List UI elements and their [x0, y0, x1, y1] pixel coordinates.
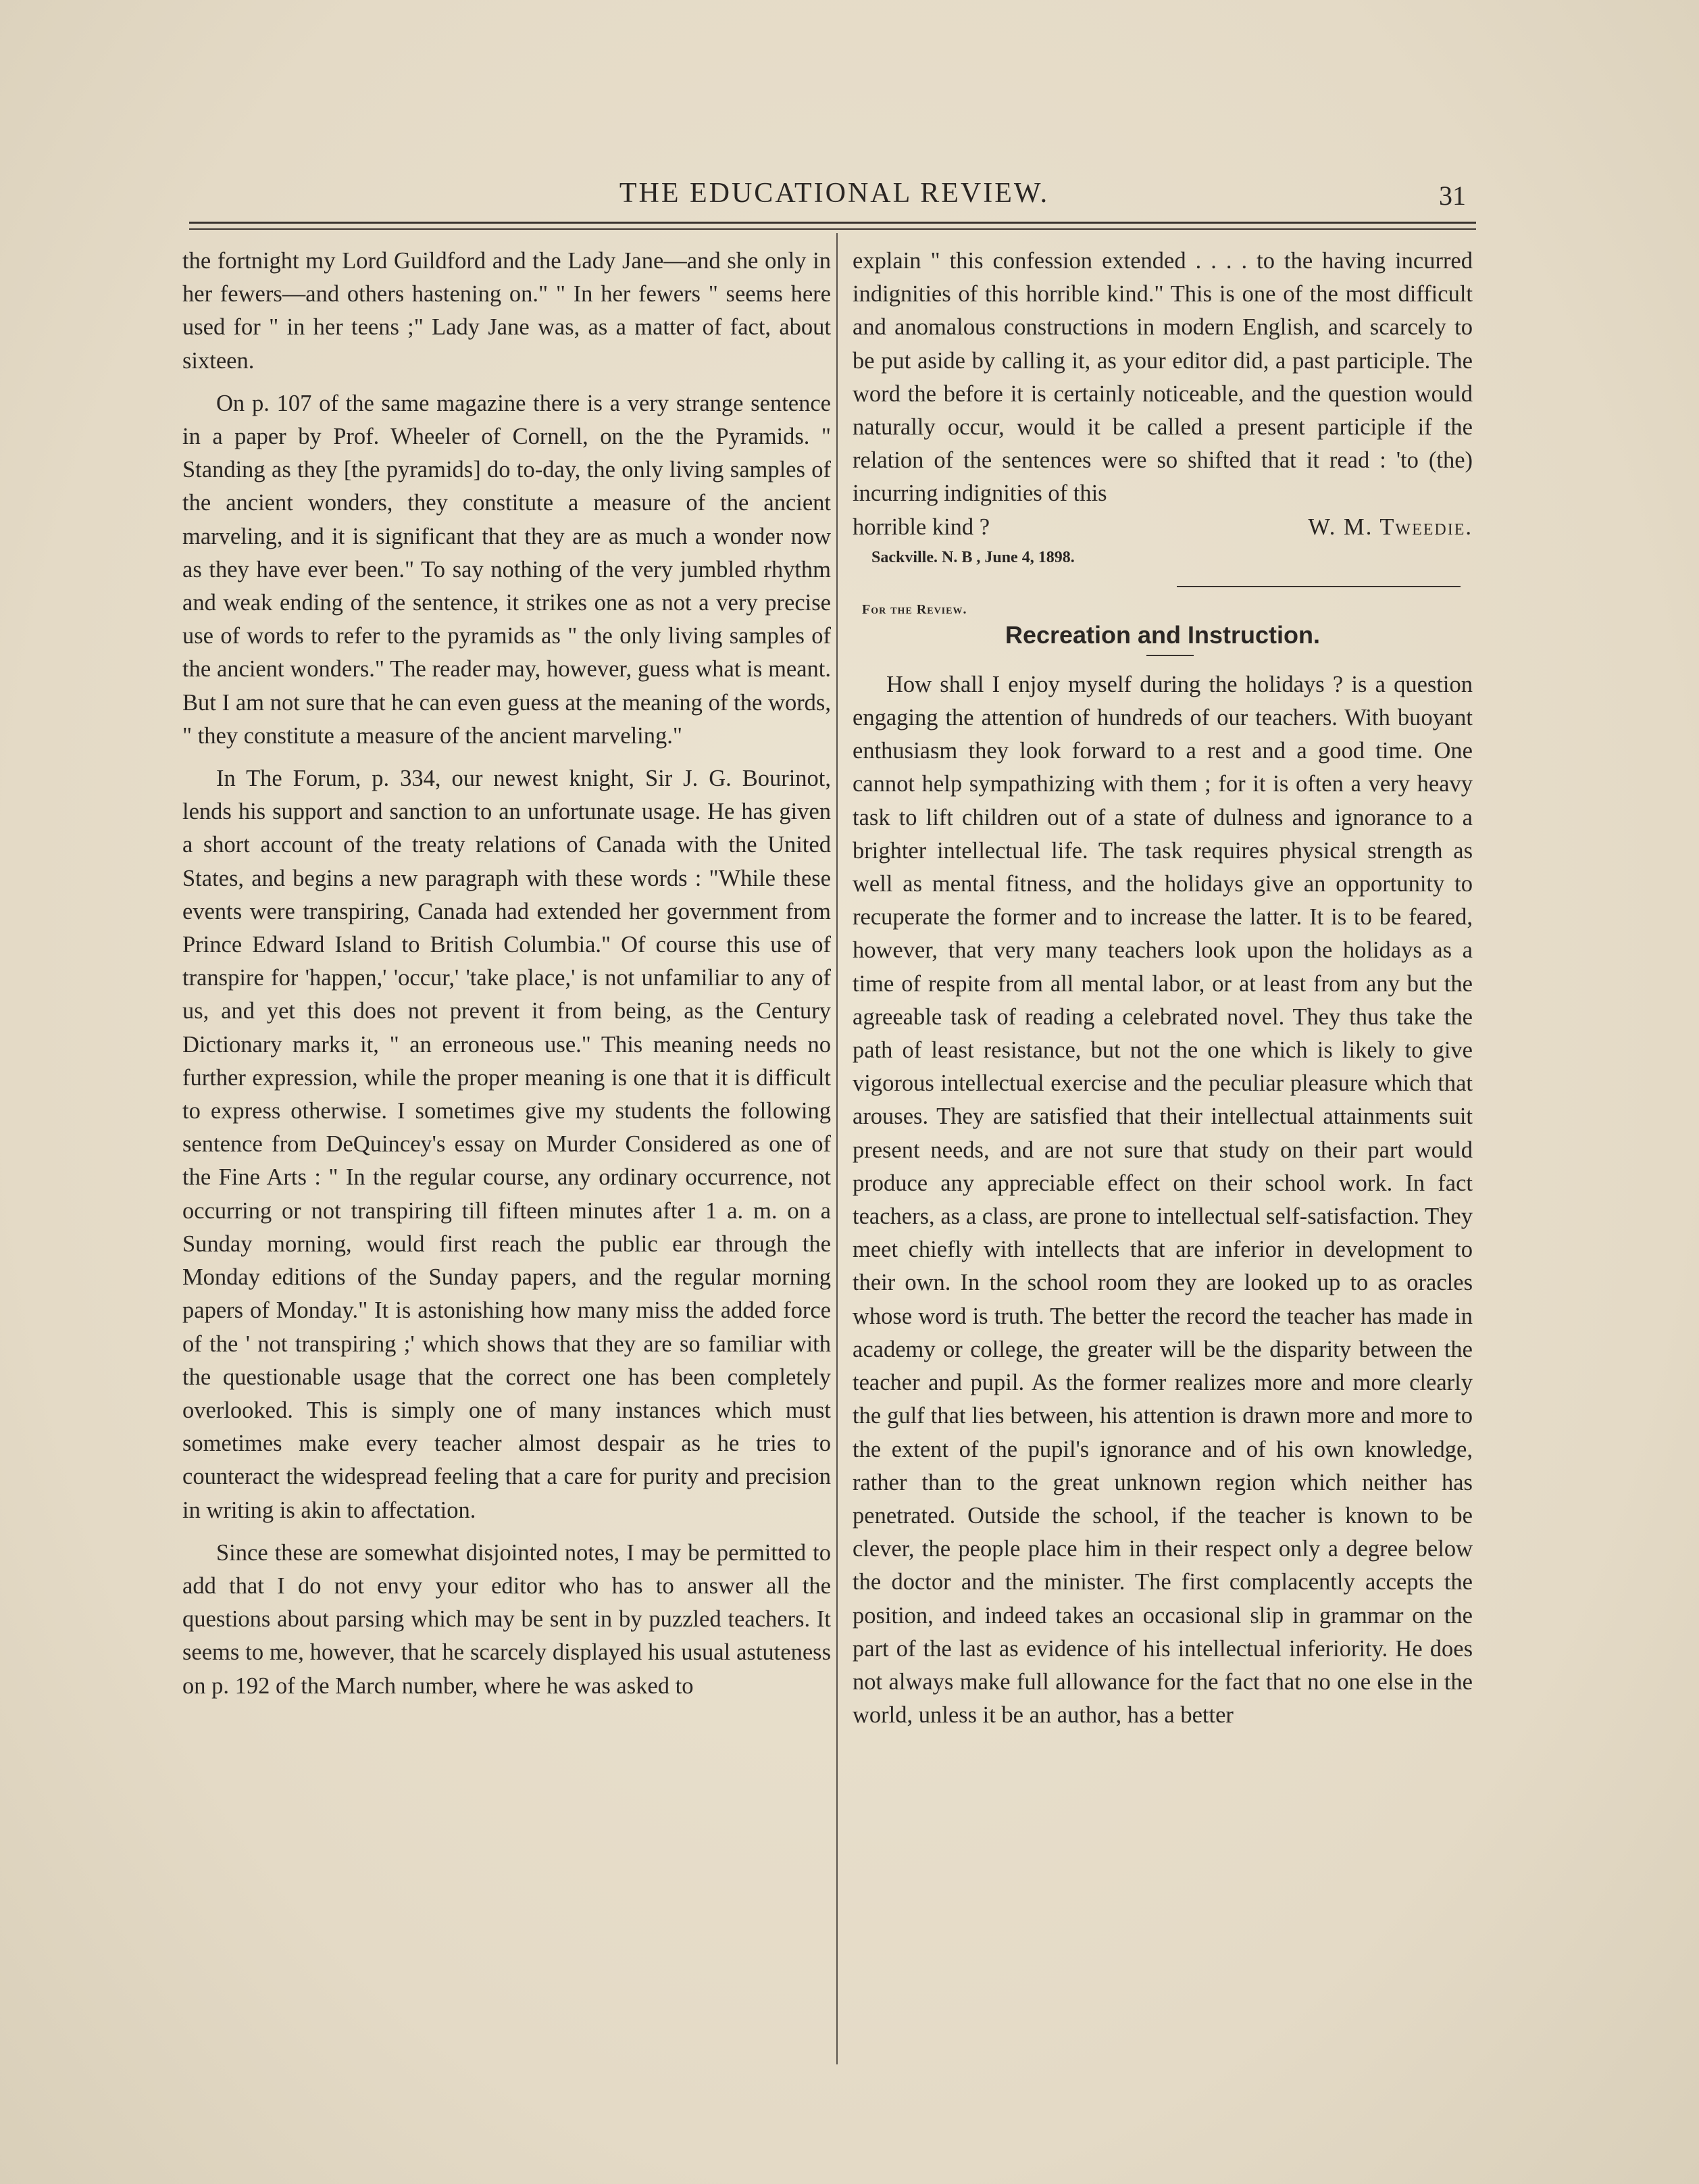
column-divider: [836, 233, 838, 2064]
signature: W. M. Tweedie.: [1308, 514, 1473, 540]
header-rule: [189, 222, 1476, 224]
article-body: How shall I enjoy myself during the holidays ? is a question engaging the attention of hundreds of our teachers. With buoyant enthusiasm they look forward to a rest and a good time. One cannot help sympathizing with them ; for it is often a very heavy task to lift children out of a state of dulness and ignorance to a brighter intellectual life. The task requires physical strength as well as mental fitness, and the holidays give an opportunity to recuperate the former and to increase the latter. It is to be feared, however, that very many teachers look upon the holidays as a time of respite from all mental labor, or at least from any but the agreeable task of reading a celebrated novel. They thus take the path of least resistance, but not the one which is likely to give vigorous intellectual exercise and the peculiar pleasure which that arouses. They are satisfied that their intellectual attainments suit present needs, and are not sure that study on their part would produce any appreciable effect on their school work. In fact teachers, as a class, are prone to intellectual self-satisfaction. They meet chiefly with intellects that are inferior in development to their own. In the school room they are looked up to as oracles whose word is truth. The better the record the teacher has made in academy or college, the greater will be the disparity between the teacher and pupil. As the former realizes more and more clearly the gulf that lies between, his attention is drawn more and more to the extent of the pupil's ignorance and of his own knowledge, rather than to the great unknown region which neither has penetrated. Outside the school, if the teacher is known to be clever, the people place him in their respect only a degree below the doctor and the minister. The first complacently accepts the position, and indeed takes an occasional slip in grammar on the part of the last as evidence of his intellectual inferiority. He does not always make full allowance for the fact that no one else in the world, unless it be an author, has a better: [853, 671, 1473, 1729]
letter-last-line: horrible kind ?: [853, 514, 990, 540]
dateline: Sackville. N. B , June 4, 1898.: [871, 548, 1075, 566]
page-header: [189, 177, 1479, 218]
right-column: [853, 245, 1473, 1741]
paragraph: the fortnight my Lord Guildford and the Lady Jane—and she only in her fewers—and others hastening on." " In her fewers " seems here used for " in her teens ;" Lady Jane was, as a matter of fact, about sixteen.: [182, 248, 831, 374]
paragraph: Since these are somewhat disjointed notes, I may be permitted to add that I do not envy your editor who has to answer all the questions about parsing which may be sent in by puzzled teachers. It seems to me, however, that he scarcely displayed his usual astuteness on p. 192 of the March number, where he was asked to: [182, 1539, 831, 1699]
page-number: 31: [1439, 180, 1466, 211]
section-rule: [1177, 586, 1461, 587]
article-title: Recreation and Instruction.: [1005, 620, 1321, 649]
letter-conclusion: explain " this confession extended . . . . to the having incurred indignities of this horrible kind." This is one of the most difficult and anomalous constructions in modern English, and scarcely to be put aside by calling it, as your editor did, a past participle. The word the before it is certainly noticeable, and the question would naturally occur, would it be called a present participle if the relation of the sentences were so shifted that it read : 'to (the) incurring indignities of this: [853, 248, 1473, 507]
for-review-label: For the Review.: [862, 601, 967, 617]
paragraph: In The Forum, p. 334, our newest knight, Sir J. G. Bourinot, lends his support and sanction to an unfortunate usage. He has given a short account of the treaty relations of Canada with the United States, and begins a new paragraph with these words : "While these events were transpiring, Canada had extended her government from Prince Edward Island to British Columbia." Of course this use of transpire for 'happen,' 'occur,' 'take place,' is not unfamiliar to any of us, and yet this does not prevent it from being, as the Century Dictionary marks it, " an erroneous use." This meaning needs no further expression, while the proper meaning is one that it is difficult to express otherwise. I sometimes give my students the following sentence from DeQuincey's essay on Murder Considered as one of the Fine Arts : " In the regular course, any ordinary occurrence, not occurring or not transpiring till fifteen minutes after 1 a. m. on a Sunday morning, would first reach the public ear through the Monday editions of the Sunday papers, and the regular morning papers of Monday." It is astonishing how many miss the added force of the ' not transpiring ;' which shows that they are so familiar with the questionable usage that the correct one has been completely overlooked. This is simply one of many instances which must sometimes make every teacher almost despair as he tries to counteract the widespread feeling that a care for purity and precision in writing is akin to affectation.: [182, 766, 831, 1523]
paragraph: On p. 107 of the same magazine there is a very strange sentence in a paper by Prof. Wheeler of Cornell, on the the Pyramids. " Standing as they [the pyramids] do to-day, the only living samples of the ancient wonders, they constitute a measure of the ancient marveling, and it is significant that they are as much a wonder now as they have ever been." To say nothing of the very jumbled rhythm and weak ending of the sentence, it strikes one as not a very precise use of words to refer to the pyramids as " the only living samples of the ancient wonders." The reader may, however, guess what is meant. But I am not sure that he can even guess at the meaning of the words, " they constitute a measure of the ancient marveling.": [182, 390, 831, 749]
left-column: [182, 245, 831, 1712]
header-rule-secondary: [189, 228, 1476, 230]
title-rule: [1146, 655, 1194, 656]
signature-line: [853, 511, 1473, 544]
journal-title: THE EDUCATIONAL REVIEW.: [619, 178, 1050, 209]
